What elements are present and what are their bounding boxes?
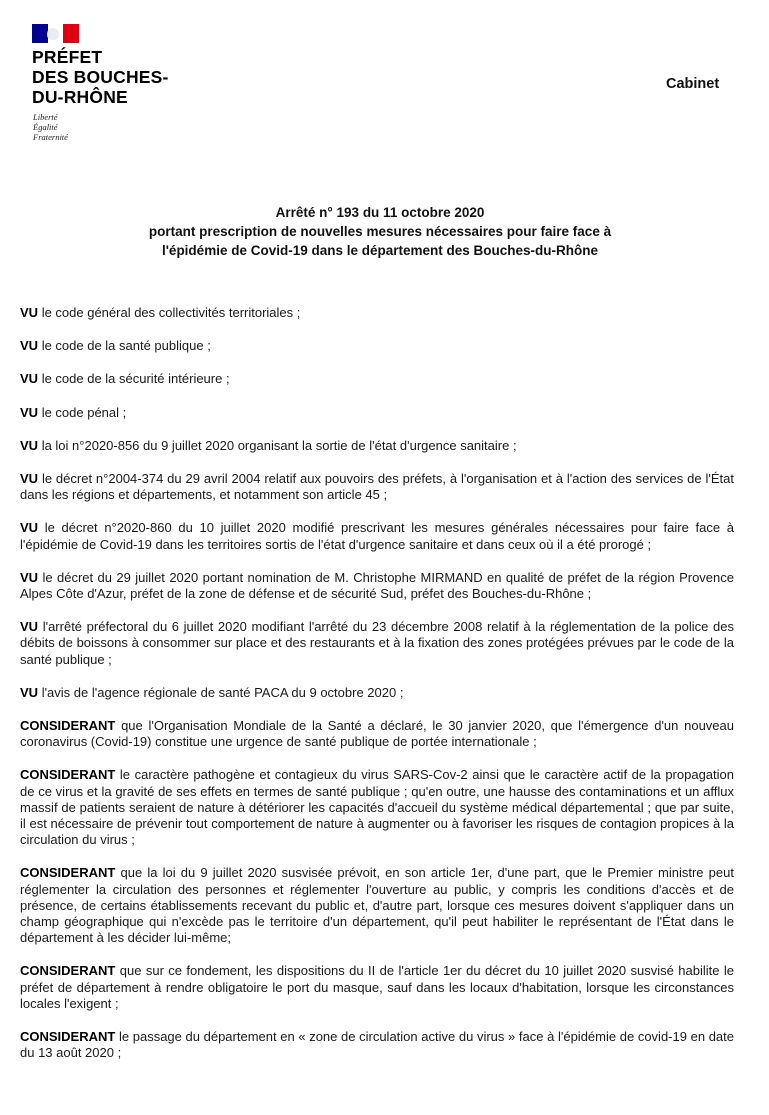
recital-vu-csi (20, 371, 734, 387)
recital-text: le décret du 29 juillet 2020 portant nomination de M. Christophe MIRMAND en qualité de préfet de la région Provence Alpes Côte d'Azur, préfet de la zone de défense et de sécurité Sud, préfet des Bouches-du-Rhône ; (20, 569, 734, 602)
recital-lead: VU (20, 520, 39, 536)
prefecture-name-line-1: PRÉFET (32, 47, 103, 67)
recital-text: le code général des collectivités territoriales ; (41, 305, 301, 320)
recital-vu-code-penal (20, 405, 734, 421)
considerant-lead: CONSIDERANT (20, 865, 116, 881)
considerant-zone-circulation (20, 1029, 734, 1061)
motto-fraternite: Fraternité (33, 132, 68, 142)
recital-text: le code de la sécurité intérieure ; (41, 371, 230, 387)
recital-vu-loi-2020-856 (20, 438, 734, 454)
recital-lead: VU (20, 371, 39, 387)
recital-lead: VU (20, 338, 39, 354)
republic-motto (33, 112, 68, 142)
considerant-text: que l'Organisation Mondiale de la Santé a déclaré, le 30 janvier 2020, que l'émergence d'un nouveau coronavirus (Covid-19) constitue une urgence de santé publique de portée internationale ; (20, 718, 734, 750)
decree-title-line-3: l'épidémie de Covid-19 dans le département des Bouches-du-Rhône (161, 243, 599, 258)
recital-vu-cgct (20, 305, 734, 321)
considerant-text: que la loi du 9 juillet 2020 susvisée prévoit, en son article 1er, d'une part, que le Premier ministre peut réglementer la circulation des personnes et réglementer l'ouverture au public, y compris les conditions d'accès et de présence, de certains établissements recevant du public et, d'autre part, lorsque ces mesures doivent s'appliquer dans un champ géographique qui n'excède pas le territoire d'un département, qu'il peut habiliter le représentant de l'État dans le département à les décider lui-même; (20, 865, 734, 946)
recital-text: le code de la santé publique ; (41, 338, 211, 354)
recital-text: l'avis de l'agence régionale de santé PACA du 9 octobre 2020 ; (41, 684, 404, 700)
recital-lead: VU (20, 437, 39, 453)
recital-text: le décret n°2020-860 du 10 juillet 2020 modifié prescrivant les mesures générales nécessaires pour faire face à l'épidémie de Covid-19 dans les territoires sortis de l'état d'urgence sanitaire et dans ceux où il a été prorogé ; (20, 520, 734, 552)
considerant-port-du-masque (20, 963, 734, 1012)
considerant-loi-9-juillet (20, 865, 734, 946)
considerant-lead: CONSIDERANT (20, 1029, 116, 1045)
flag-band-red (63, 24, 79, 43)
motto-egalite: Égalité (33, 122, 58, 132)
decree-title-line-2: portant prescription de nouvelles mesures nécessaires pour faire face à (148, 224, 612, 239)
marianne-flag-logo (32, 24, 79, 43)
decree-title-line-1: Arrêté n° 193 du 11 octobre 2020 (275, 205, 485, 220)
recital-text: le décret n°2004-374 du 29 avril 2004 relatif aux pouvoirs des préfets, à l'organisation et à l'action des services de l'État dans les régions et départements, et notamment son article 45 ; (20, 471, 734, 503)
recital-text: le code pénal ; (41, 404, 127, 420)
prefecture-name (32, 47, 169, 107)
recital-lead: VU (20, 404, 39, 420)
considerant-lead: CONSIDERANT (20, 963, 116, 979)
recital-vu-decret-nomination (20, 570, 734, 602)
recital-text: la loi n°2020-856 du 9 juillet 2020 organisant la sortie de l'état d'urgence sanitaire ; (41, 437, 517, 453)
recital-lead: VU (20, 569, 39, 585)
recital-lead: VU (20, 684, 39, 700)
decree-title (60, 203, 700, 260)
considerant-text: le caractère pathogène et contagieux du virus SARS-Cov-2 ainsi que le caractère actif de la propagation de ce virus et la gravité de ses effets en termes de santé publique ; qu'en outre, une hausse des contaminations et un afflux massif de patients seraient de nature à détériorer les capacités d'accueil du système médical départemental ; que par suite, il est nécessaire de prévenir tout comportement de nature à augmenter ou à favoriser les risques de contagion propices à la circulation du virus ; (20, 767, 735, 848)
recital-vu-csp (20, 338, 734, 354)
marianne-profile-icon (47, 28, 59, 40)
recital-lead: VU (20, 619, 39, 635)
considerant-text: le passage du département en « zone de circulation active du virus » face à l'épidémie de covid-19 en date du 13 août 2020 ; (20, 1029, 734, 1061)
recital-lead: VU (20, 471, 39, 487)
flag-band-blue (32, 24, 48, 43)
considerant-lead: CONSIDERANT (20, 718, 116, 734)
decree-body (20, 305, 734, 1062)
considerant-lead: CONSIDERANT (20, 767, 116, 783)
considerant-oms (20, 718, 734, 750)
service-label: Cabinet (666, 76, 720, 92)
motto-liberte: Liberté (33, 112, 58, 122)
considerant-virus (20, 767, 734, 848)
recital-vu-avis-ars (20, 685, 734, 701)
prefecture-name-line-2: DES BOUCHES- (32, 67, 169, 87)
recital-lead: VU (20, 305, 39, 320)
recital-text: l'arrêté préfectoral du 6 juillet 2020 modifiant l'arrêté du 23 décembre 2008 relatif à la réglementation de la police des débits de boissons à consommer sur place et des restaurants et à la fixation des zones protégées prévues par le code de la santé publique ; (20, 619, 734, 667)
recital-vu-decret-2004-374 (20, 471, 734, 503)
prefecture-name-line-3: DU-RHÔNE (32, 87, 128, 107)
recital-vu-decret-2020-860 (20, 520, 734, 552)
considerant-text: que sur ce fondement, les dispositions du II de l'article 1er du décret du 10 juillet 2020 susvisé habilite le préfet de département à rendre obligatoire le port du masque, sauf dans les locaux d'habitation, lorsque les circonstances locales l'exigent ; (20, 963, 734, 1011)
recital-vu-arrete-prefectoral (20, 619, 734, 668)
